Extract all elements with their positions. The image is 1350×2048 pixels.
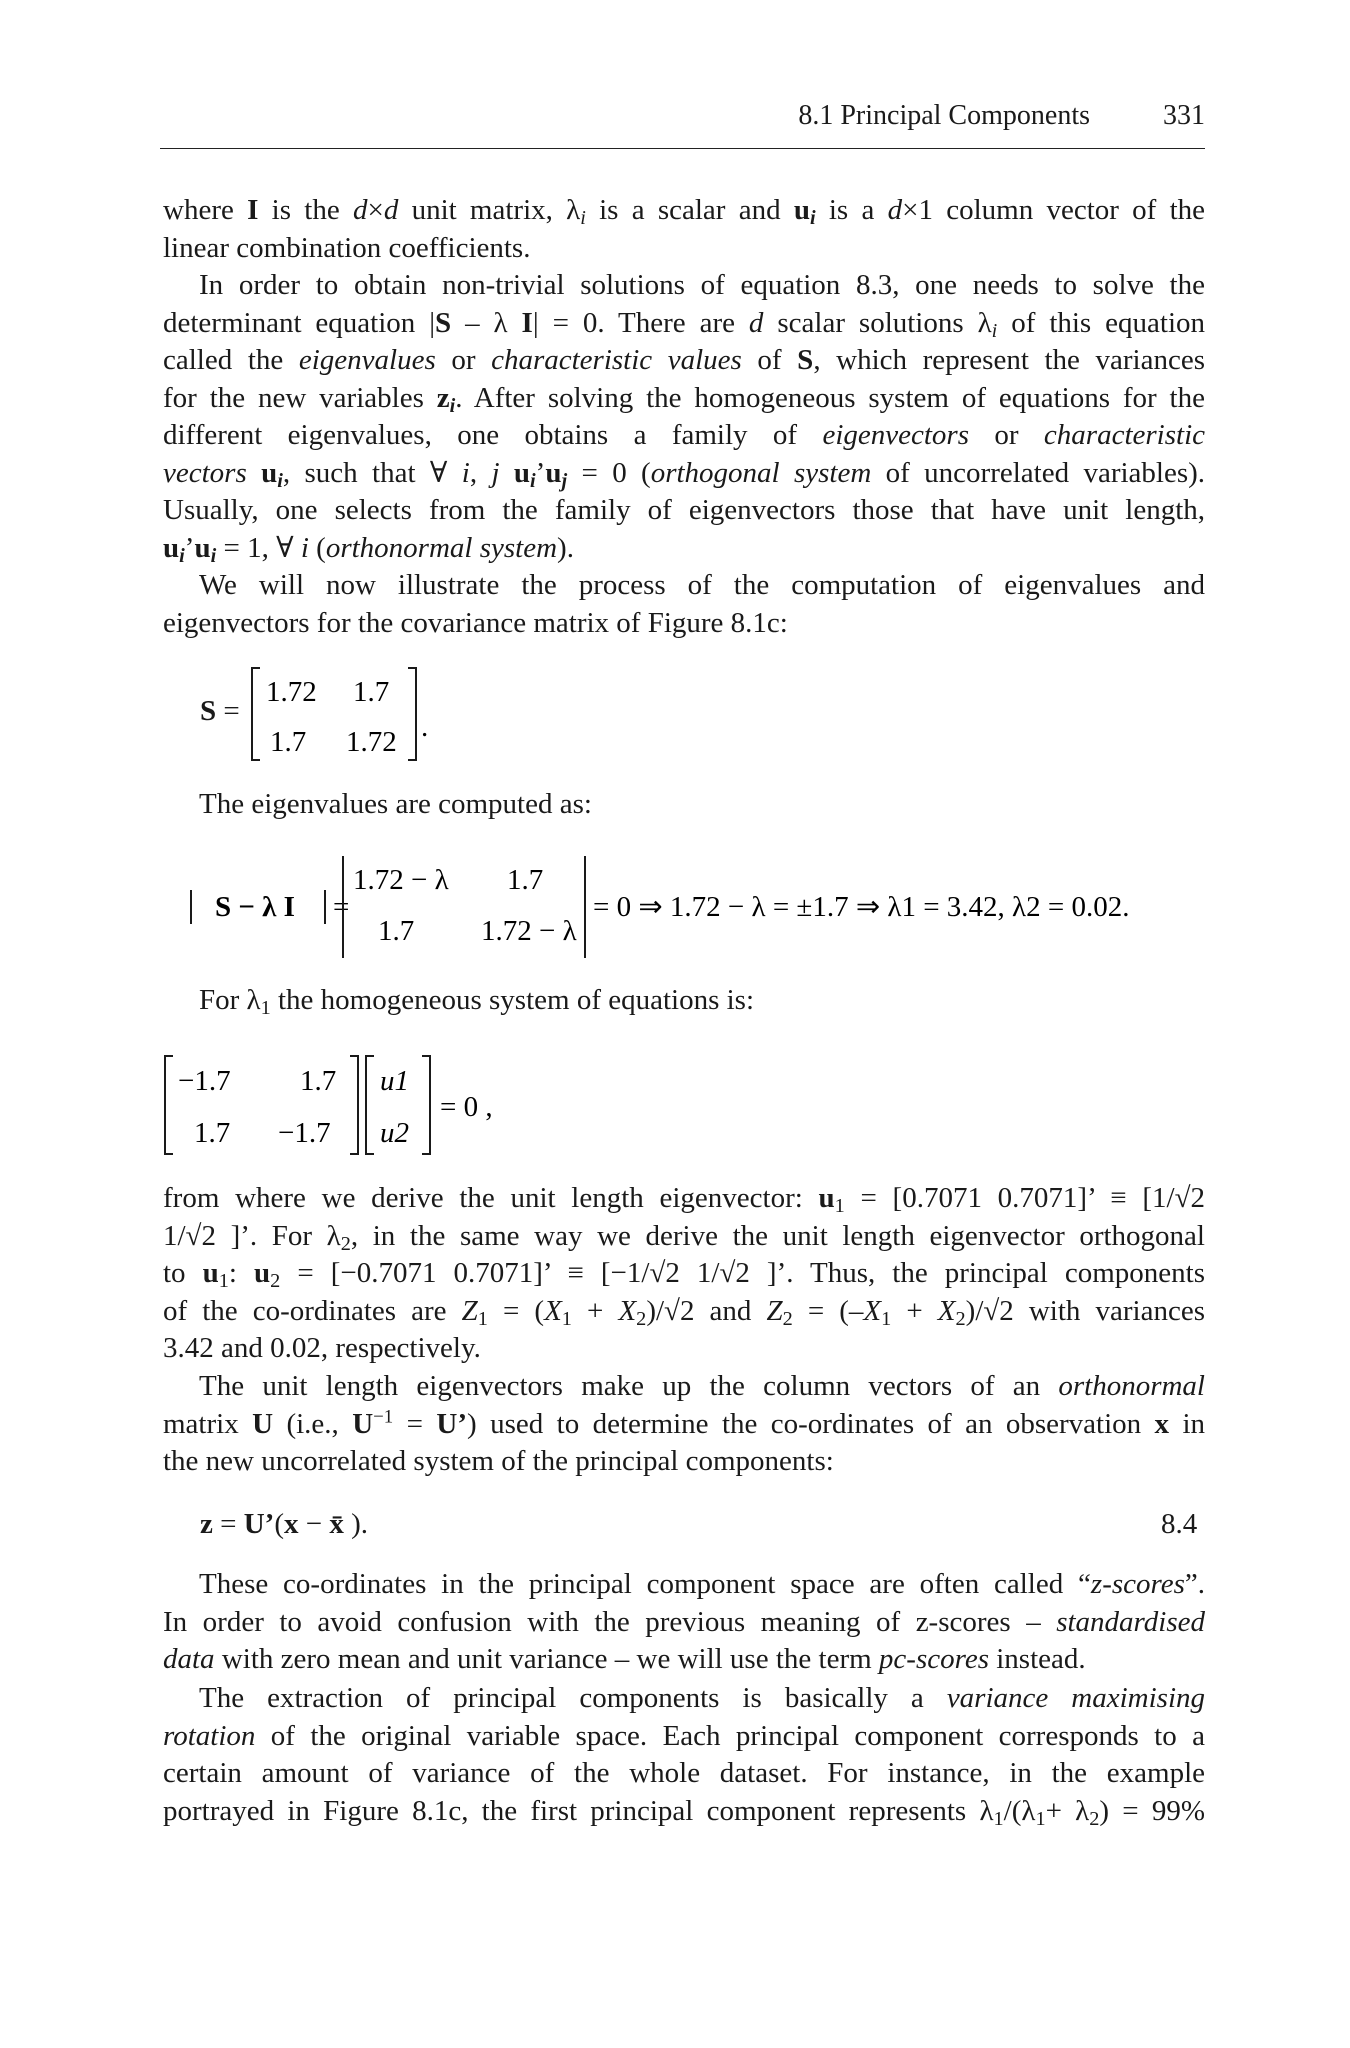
- paragraph-5: [163, 1368, 1205, 1481]
- paragraph-2: [163, 267, 1205, 567]
- sys-right-bracket: [350, 1056, 358, 1154]
- para2-line-3: called the eigenvalues or characteristic values of S, which represent the variances: [163, 344, 1205, 376]
- matrix-s-cell-11: 1.72: [266, 676, 317, 708]
- para5-line-2: matrix U (i.e., $U^{-1}$ = U’) used to determine the co-ordinates of an observation x in: [163, 1406, 1206, 1440]
- equation-8-4: z = U’(x − x̄ ).: [200, 1508, 369, 1540]
- para5-line-1: The unit length eigenvectors make up the column vectors of an orthonormal: [199, 1370, 1205, 1402]
- para7-line-2: rotation of the original variable space. Each principal component corresponds to a: [163, 1719, 1205, 1752]
- matrix-s-cell-12: 1.7: [353, 676, 390, 708]
- det-cell-12: 1.7: [507, 864, 544, 896]
- para2-line-1: In order to obtain non-trivial solutions of equation 8.3, one needs to solve the: [199, 269, 1205, 301]
- matrix-s-label: S =: [200, 695, 240, 727]
- vec-u2: u2: [380, 1117, 409, 1149]
- para2-line-7: Usually, one selects from the family of eigenvectors those that have unit length,: [163, 494, 1205, 526]
- equation-number: 8.4: [1161, 1508, 1198, 1540]
- right-bracket: [408, 668, 416, 760]
- sys-rhs: = 0 ,: [440, 1091, 493, 1123]
- para3-line-1: We will now illustrate the process of the computation of eigenvalues and: [199, 569, 1205, 601]
- homogeneous-system: [160, 1050, 520, 1160]
- paragraph-6: [163, 1566, 1205, 1679]
- para2-line-4: for the new variables $z_i$. After solving the homogeneous system of equations for the: [163, 381, 1205, 417]
- para4-line-4: of the co-ordinates are $Z_1 = (X_1 + X_2)/√2$ and $Z_2 = (-X_1 + X_2)/√2$ with variances: [163, 1294, 1205, 1330]
- det-rhs: = 0 ⇒ 1.72 − λ = ±1.7 ⇒ λ1 = 3.42, λ2 = 0.02.: [593, 891, 1130, 923]
- sys-cell-22: −1.7: [278, 1117, 331, 1149]
- det-cell-11: 1.72 − λ: [353, 864, 449, 896]
- para4-line-1: from where we derive the unit length eigenvector: $u_1 = [0.7071$ 0.7071]’ ≡ [1/√2: [163, 1182, 1205, 1218]
- sys-cell-12: 1.7: [300, 1065, 337, 1097]
- determinant-equation: [185, 852, 1210, 962]
- para6-line-2: In order to avoid confusion with the previous meaning of z-scores – standardised: [163, 1605, 1205, 1638]
- left-bracket: [252, 668, 260, 760]
- para2-line-2: determinant equation |S – λ I| = 0. There are d scalar solutions $\lambda_i$ of this equation: [163, 306, 1206, 342]
- header-rule: [160, 148, 1205, 149]
- para7-line-4: portrayed in Figure 8.1c, the first principal component represents $\lambda_1/(\lambda_1+ \lambda_2) = 99\%$: [163, 1794, 1206, 1830]
- det-lhs: S − λ I: [215, 891, 295, 923]
- paragraph-1: [163, 192, 1205, 267]
- matrix-s: [248, 664, 438, 764]
- paragraph-4: [163, 1180, 1205, 1368]
- eigenvalues-intro: The eigenvalues are computed as:: [199, 788, 592, 820]
- para6-line-3: data with zero mean and unit variance – we will use the term pc-scores instead.: [163, 1643, 1086, 1675]
- para1-line-1: where I is the d×d unit matrix, $\lambda_i$ is a scalar and $u_i$ is a d×1 column vector of the: [163, 194, 1205, 230]
- sys-left-bracket: [165, 1056, 173, 1154]
- det-cell-21: 1.7: [378, 915, 415, 947]
- para1-line-2: linear combination coefficients.: [163, 231, 531, 264]
- para7-line-3: certain amount of variance of the whole dataset. For instance, in the example: [163, 1757, 1205, 1789]
- sys-cell-11: −1.7: [178, 1065, 231, 1097]
- para7-line-1: The extraction of principal components is basically a variance maximising: [199, 1682, 1205, 1714]
- vec-right-bracket: [422, 1056, 430, 1154]
- paragraph-7: [163, 1680, 1205, 1830]
- para6-line-1: These co-ordinates in the principal component space are often called “z-scores”.: [199, 1568, 1205, 1600]
- lambda1-intro: For $\lambda_1$ the homogeneous system of equations is:: [199, 984, 755, 1020]
- page-number: 331: [1163, 100, 1205, 131]
- para5-line-3: the new uncorrelated system of the principal components:: [163, 1445, 834, 1477]
- para2-line-6: vectors $u_i$, such that ∀ i, j $u_i’u_j = 0$ (orthogonal system of uncorrelated variables).: [163, 456, 1206, 492]
- vec-left-bracket: [366, 1056, 374, 1154]
- paragraph-3: [163, 567, 1205, 642]
- det-cell-22: 1.72 − λ: [481, 915, 577, 947]
- para4-line-3: to $u_1$: $u_2 = [-0.7071$ 0.7071]’ ≡ [−1/√2 1/√2 ]’. Thus, the principal components: [163, 1257, 1206, 1293]
- running-head: [160, 100, 1205, 140]
- section-title: 8.1 Principal Components: [798, 100, 1090, 131]
- para4-line-2: 1/√2 ]’. For $\lambda_2$, in the same way we derive the unit length eigenvector orthogonal: [163, 1219, 1205, 1255]
- para3-line-2: eigenvectors for the covariance matrix of Figure 8.1c:: [163, 606, 788, 639]
- para4-line-5: 3.42 and 0.02, respectively.: [163, 1332, 481, 1364]
- para2-line-5: different eigenvalues, one obtains a family of eigenvectors or characteristic: [163, 419, 1205, 451]
- det-equals: =: [333, 891, 350, 923]
- para2-line-8: $u_i’u_i = 1$, ∀ i (orthonormal system).: [163, 531, 574, 567]
- matrix-s-period: .: [421, 711, 429, 743]
- matrix-s-cell-21: 1.7: [270, 726, 307, 758]
- matrix-s-cell-22: 1.72: [346, 726, 397, 758]
- sys-cell-21: 1.7: [194, 1117, 231, 1149]
- vec-u1: u1: [380, 1065, 409, 1097]
